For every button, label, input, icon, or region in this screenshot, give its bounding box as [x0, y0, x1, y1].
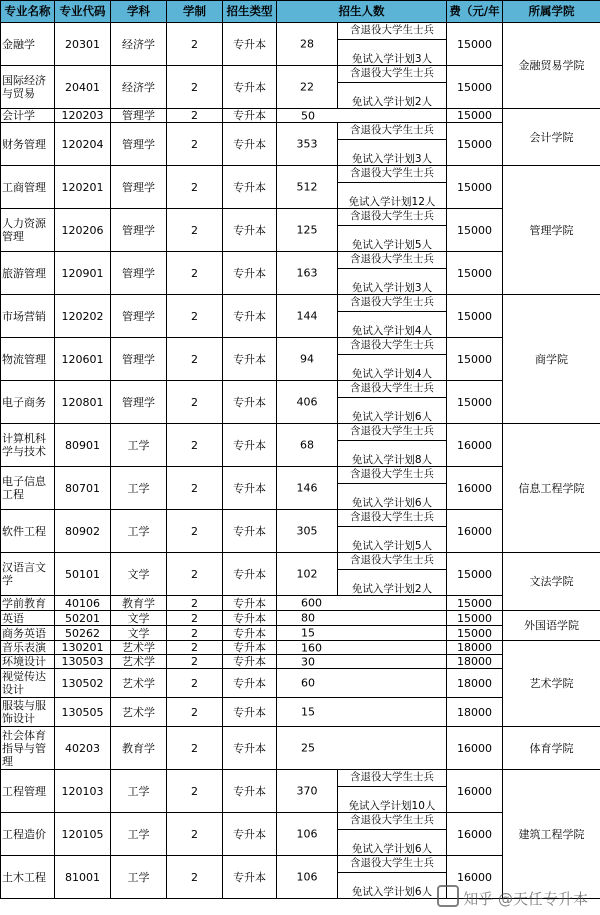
discipline-cell: 管理学 — [111, 209, 167, 252]
major-code-cell: 130503 — [55, 655, 111, 669]
college-cell: 管理学院 — [503, 166, 600, 295]
note-line-2: 免试入学计划6人 — [351, 497, 433, 509]
major-name-cell: 人力资源管理 — [1, 209, 55, 252]
major-name-cell: 金融学 — [1, 23, 55, 66]
discipline-cell: 管理学 — [111, 252, 167, 295]
enrollment-count: 15 — [301, 626, 315, 640]
enrollment-cell — [277, 641, 447, 655]
major-code-cell: 120103 — [55, 770, 111, 813]
years-cell: 2 — [167, 209, 223, 252]
type-cell: 专升本 — [223, 596, 277, 611]
fee-cell: 18000 — [447, 698, 503, 727]
note-line-2: 免试入学计划2人 — [351, 96, 433, 108]
enrollment-count: 50 — [301, 109, 315, 122]
note-divider — [338, 440, 446, 441]
enrollment-count: 163 — [296, 266, 318, 280]
type-cell: 专升本 — [223, 553, 277, 596]
fee-cell: 15000 — [447, 66, 503, 109]
enrollment-cell — [277, 611, 447, 626]
discipline-cell: 艺术学 — [111, 669, 167, 698]
fee-cell: 15000 — [447, 295, 503, 338]
note-line-2: 免试入学计划5人 — [351, 540, 433, 552]
type-cell: 专升本 — [223, 727, 277, 770]
major-name-cell: 计算机科学与技术 — [1, 424, 55, 467]
table-row — [1, 727, 600, 770]
years-cell: 2 — [167, 611, 223, 626]
enrollment-cell — [277, 698, 447, 727]
major-name-cell: 财务管理 — [1, 123, 55, 166]
fee-cell: 15000 — [447, 123, 503, 166]
note-divider — [338, 182, 446, 183]
enrollment-note — [337, 381, 446, 423]
discipline-cell: 文学 — [111, 626, 167, 641]
years-cell: 2 — [167, 467, 223, 510]
header-years: 学制 — [167, 1, 223, 23]
major-code-cell: 81001 — [55, 856, 111, 899]
fee-cell: 16000 — [447, 727, 503, 770]
fee-cell: 15000 — [447, 338, 503, 381]
enrollment-cell — [277, 252, 447, 295]
enrollment-count: 80 — [301, 611, 315, 625]
note-line-1: 含退役大学生士兵 — [350, 67, 434, 79]
fee-cell: 15000 — [447, 209, 503, 252]
discipline-cell: 管理学 — [111, 338, 167, 381]
fee-cell: 18000 — [447, 669, 503, 698]
type-cell: 专升本 — [223, 109, 277, 123]
discipline-cell: 文学 — [111, 611, 167, 626]
enrollment-count: 106 — [296, 827, 318, 841]
type-cell: 专升本 — [223, 641, 277, 655]
major-name-cell: 工程造价 — [1, 813, 55, 856]
enrollment-cell — [277, 655, 447, 669]
table-row — [1, 611, 600, 626]
note-line-2: 免试入学计划3人 — [351, 153, 433, 165]
note-line-1: 含退役大学生士兵 — [350, 511, 434, 523]
enrollment-cell — [277, 467, 447, 510]
enrollment-cell — [277, 424, 447, 467]
enrollment-cell — [277, 123, 447, 166]
major-name-cell: 汉语言文学 — [1, 553, 55, 596]
fee-cell: 16000 — [447, 770, 503, 813]
major-code-cell: 50262 — [55, 626, 111, 641]
type-cell: 专升本 — [223, 23, 277, 66]
discipline-cell: 管理学 — [111, 123, 167, 166]
type-cell: 专升本 — [223, 66, 277, 109]
note-divider — [338, 526, 446, 527]
type-cell: 专升本 — [223, 123, 277, 166]
note-divider — [338, 872, 446, 873]
years-cell: 2 — [167, 109, 223, 123]
note-line-2: 免试入学计划6人 — [351, 886, 433, 898]
type-cell: 专升本 — [223, 669, 277, 698]
enrollment-count: 305 — [296, 524, 318, 538]
note-line-1: 含退役大学生士兵 — [350, 253, 434, 265]
years-cell: 2 — [167, 669, 223, 698]
note-divider — [338, 311, 446, 312]
enrollment-note — [337, 166, 446, 208]
header-type: 招生类型 — [223, 1, 277, 23]
years-cell: 2 — [167, 856, 223, 899]
table-row — [1, 553, 600, 596]
header-row — [1, 1, 600, 23]
enrollment-count: 28 — [300, 37, 314, 51]
enrollment-cell — [277, 669, 447, 698]
enrollment-cell — [277, 727, 447, 770]
years-cell: 2 — [167, 510, 223, 553]
college-cell: 艺术学院 — [503, 641, 600, 727]
enrollment-count: 25 — [301, 741, 315, 755]
enrollment-note — [337, 295, 446, 337]
note-line-2: 免试入学计划3人 — [351, 282, 433, 294]
major-code-cell: 120105 — [55, 813, 111, 856]
major-name-cell: 服装与服饰设计 — [1, 698, 55, 727]
discipline-cell: 工学 — [111, 424, 167, 467]
enrollment-cell — [277, 209, 447, 252]
enrollment-count: 22 — [300, 80, 314, 94]
major-code-cell: 120601 — [55, 338, 111, 381]
major-code-cell: 80902 — [55, 510, 111, 553]
note-line-1: 含退役大学生士兵 — [350, 24, 434, 36]
enrollment-note — [337, 856, 446, 898]
major-name-cell: 市场营销 — [1, 295, 55, 338]
years-cell: 2 — [167, 295, 223, 338]
fee-cell: 15000 — [447, 252, 503, 295]
fee-cell: 16000 — [447, 467, 503, 510]
enrollment-cell — [277, 856, 447, 899]
years-cell: 2 — [167, 166, 223, 209]
enrollment-cell — [277, 770, 447, 813]
major-name-cell: 英语 — [1, 611, 55, 626]
major-name-cell: 环境设计 — [1, 655, 55, 669]
type-cell: 专升本 — [223, 510, 277, 553]
note-divider — [338, 483, 446, 484]
years-cell: 2 — [167, 641, 223, 655]
fee-cell: 15000 — [447, 109, 503, 123]
enrollment-note — [337, 510, 446, 552]
enrollment-note — [337, 813, 446, 855]
years-cell: 2 — [167, 66, 223, 109]
years-cell: 2 — [167, 252, 223, 295]
note-line-1: 含退役大学生士兵 — [350, 124, 434, 136]
type-cell: 专升本 — [223, 626, 277, 641]
fee-cell: 15000 — [447, 553, 503, 596]
fee-cell: 15000 — [447, 611, 503, 626]
major-code-cell: 120206 — [55, 209, 111, 252]
note-divider — [338, 354, 446, 355]
discipline-cell: 管理学 — [111, 295, 167, 338]
major-code-cell: 120901 — [55, 252, 111, 295]
enrollment-count: 60 — [301, 676, 315, 690]
years-cell: 2 — [167, 123, 223, 166]
discipline-cell: 工学 — [111, 467, 167, 510]
enrollment-count: 30 — [301, 655, 315, 668]
major-code-cell: 120801 — [55, 381, 111, 424]
note-line-2: 免试入学计划6人 — [351, 411, 433, 423]
major-name-cell: 物流管理 — [1, 338, 55, 381]
enrollment-cell — [277, 23, 447, 66]
note-divider — [338, 139, 446, 140]
enrollment-cell — [277, 596, 447, 611]
discipline-cell: 工学 — [111, 770, 167, 813]
note-line-2: 免试入学计划12人 — [348, 196, 436, 208]
note-line-2: 免试入学计划4人 — [351, 325, 433, 337]
years-cell: 2 — [167, 553, 223, 596]
major-code-cell: 130505 — [55, 698, 111, 727]
major-name-cell: 国际经济与贸易 — [1, 66, 55, 109]
fee-cell: 18000 — [447, 641, 503, 655]
fee-cell: 15000 — [447, 166, 503, 209]
header-major-code: 专业代码 — [55, 1, 111, 23]
enrollment-note — [337, 338, 446, 380]
type-cell: 专升本 — [223, 338, 277, 381]
type-cell: 专升本 — [223, 381, 277, 424]
college-cell: 外国语学院 — [503, 611, 600, 641]
fee-cell: 16000 — [447, 510, 503, 553]
years-cell: 2 — [167, 626, 223, 641]
enrollment-count: 94 — [300, 352, 314, 366]
header-major-name: 专业名称 — [1, 1, 55, 23]
college-cell: 会计学院 — [503, 109, 600, 166]
type-cell: 专升本 — [223, 856, 277, 899]
major-code-cell: 40106 — [55, 596, 111, 611]
years-cell: 2 — [167, 381, 223, 424]
note-line-2: 免试入学计划10人 — [348, 800, 436, 812]
discipline-cell: 工学 — [111, 813, 167, 856]
major-name-cell: 学前教育 — [1, 596, 55, 611]
discipline-cell: 教育学 — [111, 596, 167, 611]
years-cell: 2 — [167, 596, 223, 611]
note-divider — [338, 268, 446, 269]
table-row — [1, 109, 600, 123]
major-code-cell: 40203 — [55, 727, 111, 770]
enrollment-note — [337, 252, 446, 294]
type-cell: 专升本 — [223, 813, 277, 856]
fee-cell: 15000 — [447, 23, 503, 66]
discipline-cell: 经济学 — [111, 23, 167, 66]
discipline-cell: 管理学 — [111, 109, 167, 123]
table-row — [1, 166, 600, 209]
enrollment-note — [337, 123, 446, 165]
years-cell: 2 — [167, 698, 223, 727]
major-name-cell: 工商管理 — [1, 166, 55, 209]
type-cell: 专升本 — [223, 252, 277, 295]
major-code-cell: 120202 — [55, 295, 111, 338]
major-code-cell: 20301 — [55, 23, 111, 66]
enrollment-cell — [277, 553, 447, 596]
fee-cell: 16000 — [447, 424, 503, 467]
table-row — [1, 641, 600, 655]
major-name-cell: 社会体育指导与管理 — [1, 727, 55, 770]
discipline-cell: 教育学 — [111, 727, 167, 770]
years-cell: 2 — [167, 813, 223, 856]
note-line-1: 含退役大学生士兵 — [350, 210, 434, 222]
header-enrollment: 招生人数 — [277, 1, 447, 23]
college-cell: 商学院 — [503, 295, 600, 424]
table-row — [1, 424, 600, 467]
note-divider — [338, 786, 446, 787]
type-cell: 专升本 — [223, 467, 277, 510]
discipline-cell: 艺术学 — [111, 698, 167, 727]
type-cell: 专升本 — [223, 295, 277, 338]
note-line-2: 免试入学计划4人 — [351, 368, 433, 380]
college-cell: 金融贸易学院 — [503, 23, 600, 109]
major-name-cell: 电子商务 — [1, 381, 55, 424]
fee-cell: 16000 — [447, 856, 503, 899]
note-line-2: 免试入学计划6人 — [351, 843, 433, 855]
enrollment-cell — [277, 66, 447, 109]
major-code-cell: 120203 — [55, 109, 111, 123]
discipline-cell: 艺术学 — [111, 655, 167, 669]
table-row — [1, 295, 600, 338]
type-cell: 专升本 — [223, 209, 277, 252]
fee-cell: 18000 — [447, 655, 503, 669]
discipline-cell: 管理学 — [111, 166, 167, 209]
enrollment-note — [337, 209, 446, 251]
enrollment-note — [337, 23, 446, 65]
major-code-cell: 130502 — [55, 669, 111, 698]
years-cell: 2 — [167, 338, 223, 381]
enrollment-count: 15 — [301, 705, 315, 719]
enrollment-count: 68 — [300, 438, 314, 452]
note-line-1: 含退役大学生士兵 — [350, 296, 434, 308]
fee-cell: 15000 — [447, 381, 503, 424]
major-code-cell: 120204 — [55, 123, 111, 166]
note-line-2: 免试入学计划2人 — [351, 583, 433, 595]
table-row — [1, 770, 600, 813]
major-name-cell: 商务英语 — [1, 626, 55, 641]
type-cell: 专升本 — [223, 611, 277, 626]
enrollment-cell — [277, 295, 447, 338]
major-code-cell: 80901 — [55, 424, 111, 467]
header-discipline: 学科 — [111, 1, 167, 23]
major-name-cell: 会计学 — [1, 109, 55, 123]
note-line-1: 含退役大学生士兵 — [350, 382, 434, 394]
enrollment-cell — [277, 109, 447, 123]
enrollment-count: 353 — [296, 137, 318, 151]
discipline-cell: 工学 — [111, 510, 167, 553]
type-cell: 专升本 — [223, 655, 277, 669]
enrollment-count: 512 — [296, 180, 318, 194]
enrollment-cell — [277, 338, 447, 381]
major-name-cell: 电子信息工程 — [1, 467, 55, 510]
discipline-cell: 管理学 — [111, 381, 167, 424]
fee-cell: 16000 — [447, 813, 503, 856]
enrollment-cell — [277, 510, 447, 553]
watermark — [437, 885, 588, 909]
college-cell: 体育学院 — [503, 727, 600, 770]
years-cell: 2 — [167, 655, 223, 669]
note-line-2: 免试入学计划8人 — [351, 454, 433, 466]
college-cell: 文法学院 — [503, 553, 600, 611]
enrollment-note — [337, 553, 446, 595]
fee-cell: 15000 — [447, 626, 503, 641]
table-row — [1, 23, 600, 66]
major-code-cell: 130201 — [55, 641, 111, 655]
fee-cell: 15000 — [447, 596, 503, 611]
note-divider — [338, 225, 446, 226]
enrollment-count: 125 — [296, 223, 318, 237]
years-cell: 2 — [167, 727, 223, 770]
note-line-1: 含退役大学生士兵 — [350, 468, 434, 480]
enrollment-count: 144 — [296, 309, 318, 323]
note-line-1: 含退役大学生士兵 — [350, 554, 434, 566]
discipline-cell: 文学 — [111, 553, 167, 596]
major-code-cell: 20401 — [55, 66, 111, 109]
major-code-cell: 50101 — [55, 553, 111, 596]
note-line-1: 含退役大学生士兵 — [350, 425, 434, 437]
enrollment-count: 370 — [296, 784, 318, 798]
major-code-cell: 120201 — [55, 166, 111, 209]
header-fee: 费（元/年 — [447, 1, 503, 23]
discipline-cell: 经济学 — [111, 66, 167, 109]
note-line-2: 免试入学计划5人 — [351, 239, 433, 251]
enrollment-count: 102 — [296, 567, 318, 581]
enrollment-count: 406 — [296, 395, 318, 409]
note-line-1: 含退役大学生士兵 — [350, 167, 434, 179]
years-cell: 2 — [167, 770, 223, 813]
enrollment-count: 160 — [301, 641, 322, 654]
college-cell: 信息工程学院 — [503, 424, 600, 553]
note-line-2: 免试入学计划3人 — [351, 53, 433, 65]
enrollment-cell — [277, 626, 447, 641]
major-code-cell: 50201 — [55, 611, 111, 626]
major-name-cell: 软件工程 — [1, 510, 55, 553]
enrollment-count: 106 — [296, 870, 318, 884]
years-cell: 2 — [167, 424, 223, 467]
discipline-cell: 艺术学 — [111, 641, 167, 655]
note-divider — [338, 397, 446, 398]
note-line-1: 含退役大学生士兵 — [350, 339, 434, 351]
watermark-text: 知乎 @天任专升本 — [463, 890, 588, 908]
enrollment-note — [337, 467, 446, 509]
enrollment-note — [337, 770, 446, 812]
type-cell: 专升本 — [223, 166, 277, 209]
enrollment-note — [337, 424, 446, 466]
enrollment-count: 600 — [301, 596, 322, 610]
note-line-1: 含退役大学生士兵 — [350, 857, 434, 869]
years-cell: 2 — [167, 23, 223, 66]
note-line-1: 含退役大学生士兵 — [350, 771, 434, 783]
major-name-cell: 音乐表演 — [1, 641, 55, 655]
enrollment-cell — [277, 166, 447, 209]
note-divider — [338, 829, 446, 830]
major-name-cell: 旅游管理 — [1, 252, 55, 295]
note-divider — [338, 569, 446, 570]
enrollment-note — [337, 66, 446, 108]
major-name-cell: 视觉传达设计 — [1, 669, 55, 698]
note-line-1: 含退役大学生士兵 — [350, 814, 434, 826]
type-cell: 专升本 — [223, 770, 277, 813]
header-college: 所属学院 — [503, 1, 600, 23]
type-cell: 专升本 — [223, 424, 277, 467]
zhihu-logo-icon — [437, 885, 459, 907]
note-divider — [338, 82, 446, 83]
enrollment-cell — [277, 813, 447, 856]
discipline-cell: 工学 — [111, 856, 167, 899]
major-code-cell: 80701 — [55, 467, 111, 510]
type-cell: 专升本 — [223, 698, 277, 727]
major-name-cell: 工程管理 — [1, 770, 55, 813]
note-divider — [338, 39, 446, 40]
major-name-cell: 土木工程 — [1, 856, 55, 899]
enrollment-count: 146 — [296, 481, 318, 495]
enrollment-cell — [277, 381, 447, 424]
college-cell: 建筑工程学院 — [503, 770, 600, 899]
